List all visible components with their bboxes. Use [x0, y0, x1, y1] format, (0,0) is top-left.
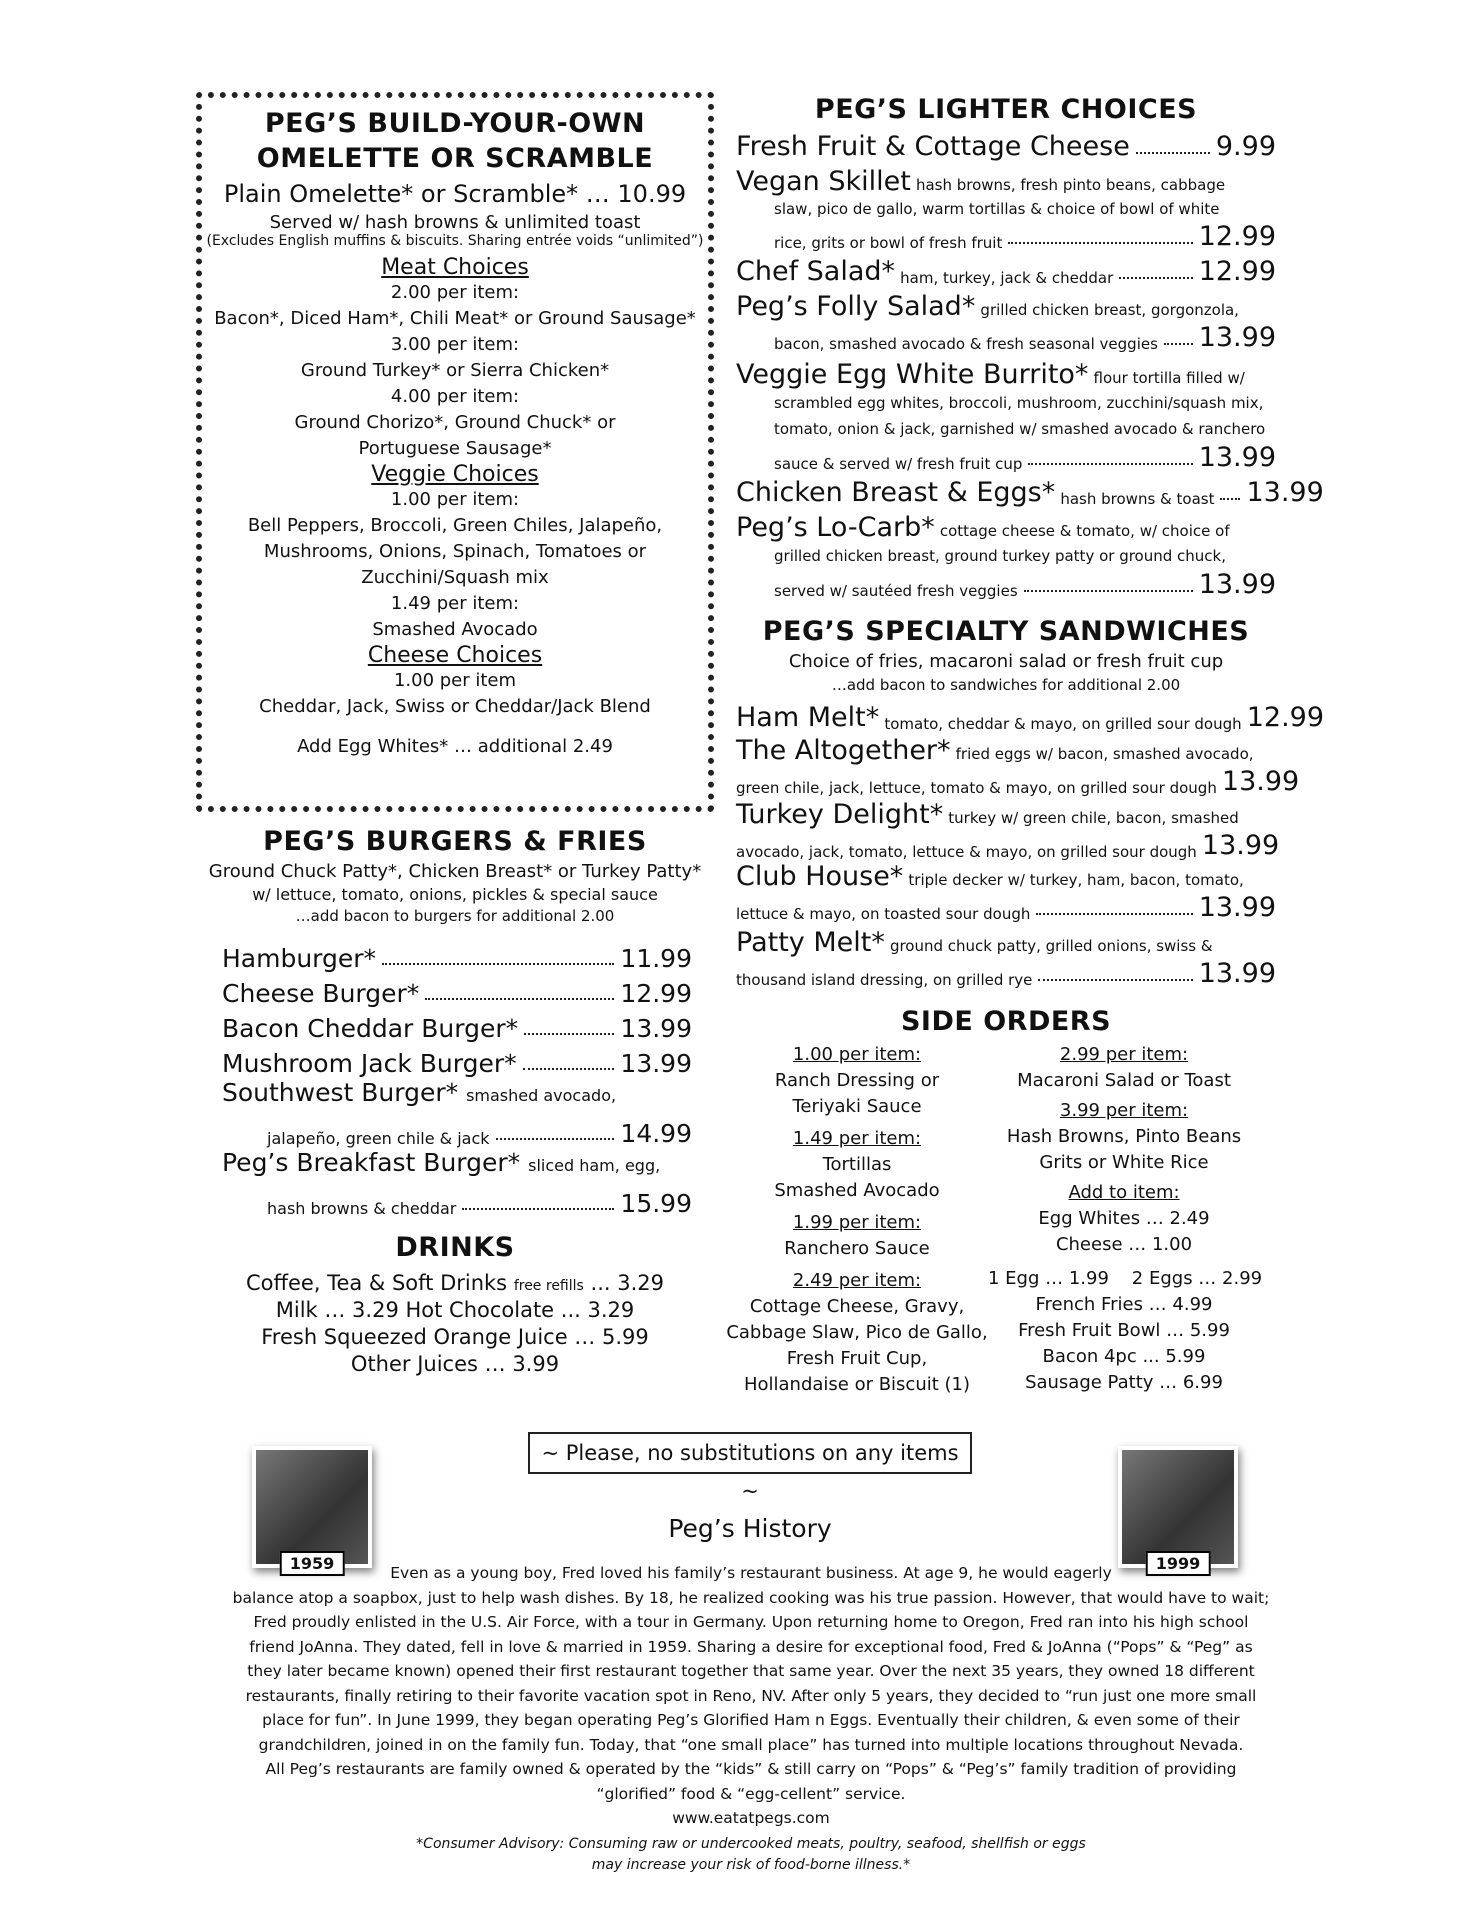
- cheese-line: Cheddar, Jack, Swiss or Cheddar/Jack Blend: [259, 696, 651, 717]
- burger-price: 15.99: [620, 1189, 692, 1218]
- item-price: 9.99: [1215, 131, 1276, 162]
- drink-price: ... 3.29: [590, 1271, 664, 1295]
- lighter-item: [736, 359, 1276, 390]
- side-item: Tortillas: [822, 1154, 892, 1175]
- lighter-item: [736, 166, 1276, 197]
- item-name: Ham Melt*: [736, 702, 880, 733]
- item-desc: triple decker w/ turkey, ham, bacon, tomato,: [908, 871, 1244, 889]
- item-desc: hash browns & toast: [1060, 490, 1215, 508]
- sides-price-head: 1.49 per item:: [792, 1128, 922, 1149]
- item-price: 13.99: [1198, 569, 1276, 600]
- sandwich-item: [736, 861, 1276, 892]
- item-name: Fresh Fruit & Cottage Cheese: [736, 131, 1130, 162]
- sandwiches-bacon-note: …add bacon to sandwiches for additional 2.00: [831, 676, 1181, 694]
- drink-note: free refills: [513, 1278, 584, 1294]
- item-price: 12.99: [1198, 256, 1276, 287]
- item-desc: slaw, pico de gallo, warm tortillas & choice of bowl of white: [774, 200, 1220, 218]
- item-name: Chicken Breast & Eggs*: [736, 477, 1056, 508]
- omelette-title-line1: PEG’S BUILD-YOUR-OWN: [264, 108, 646, 139]
- burger-desc: jalapeño, green chile & jack: [267, 1129, 490, 1148]
- sandwiches-title: PEG’S SPECIALTY SANDWICHES: [762, 616, 1250, 647]
- item-price: 13.99: [1198, 958, 1276, 989]
- lighter-item: [736, 131, 1276, 162]
- item-price: 12.99: [1246, 702, 1325, 733]
- item-name: Club House*: [736, 861, 904, 892]
- sandwich-item-cont: [736, 958, 1276, 989]
- drinks-section: [196, 1232, 714, 1376]
- item-name: Veggie Egg White Burrito*: [736, 359, 1089, 390]
- omelette-served: Served w/ hash browns & unlimited toast: [269, 212, 641, 233]
- item-price: 13.99: [1221, 766, 1300, 797]
- lighter-item-cont: [736, 322, 1276, 353]
- burger-price: 14.99: [620, 1119, 692, 1148]
- sides-price-head: 2.99 per item:: [1059, 1044, 1189, 1065]
- meat-line: Bacon*, Diced Ham*, Chili Meat* or Ground Sausage*: [214, 308, 696, 329]
- lighter-item: [736, 256, 1276, 287]
- photo-year-label: 1999: [1146, 1551, 1211, 1576]
- history-line: Fred proudly enlisted in the U.S. Air Force, with a tour in Germany. Upon returning home to Oregon, Fred ran into his high school: [253, 1613, 1249, 1631]
- item-desc: served w/ sautéed fresh veggies: [774, 582, 1018, 600]
- side-item: Smashed Avocado: [774, 1180, 940, 1201]
- side-item: Cottage Cheese, Gravy,: [749, 1296, 965, 1317]
- sandwiches-subtitle: Choice of fries, macaroni salad or fresh fruit cup: [788, 651, 1224, 672]
- sandwich-item: [736, 735, 1276, 766]
- burger-name: Southwest Burger*: [222, 1078, 459, 1107]
- burger-item: [222, 1148, 692, 1183]
- item-desc: turkey w/ green chile, bacon, smashed: [948, 809, 1239, 827]
- drink-name: Coffee, Tea & Soft Drinks: [246, 1271, 508, 1295]
- meat-line: Portuguese Sausage*: [358, 438, 552, 459]
- drinks-line: [196, 1271, 714, 1295]
- history-line: grandchildren, joined in on the family fun. Today, that “one small place” has turned into multiple locations throughout Nevada.: [258, 1735, 1244, 1754]
- side-item: Grits or White Rice: [1039, 1152, 1209, 1173]
- veggie-line: 1.00 per item:: [390, 489, 520, 510]
- burgers-bacon-note: …add bacon to burgers for additional 2.00: [295, 907, 615, 925]
- item-desc: scrambled egg whites, broccoli, mushroom, zucchini/squash mix,: [774, 394, 1264, 412]
- item-price: 13.99: [1198, 892, 1276, 923]
- omelette-section: [196, 108, 714, 757]
- omelette-title-line2: OMELETTE OR SCRAMBLE: [256, 143, 654, 174]
- item-name: The Altogether*: [736, 735, 951, 766]
- burger-item-cont: [222, 1113, 692, 1148]
- meat-line: 4.00 per item:: [390, 386, 520, 407]
- burger-price: 13.99: [620, 1049, 692, 1078]
- burger-name: Mushroom Jack Burger*: [222, 1049, 517, 1078]
- lighter-item: [736, 477, 1324, 508]
- drinks-line: Fresh Squeezed Orange Juice … 5.99: [261, 1325, 649, 1349]
- history-text: [196, 1561, 1306, 1831]
- sides-left-column: [726, 1042, 988, 1398]
- item-name: Vegan Skillet: [736, 166, 911, 197]
- history-line: restaurants, finally retiring to their favorite vacation spot in Reno, NV. After only 5 years, they decided to “run just one more small: [245, 1686, 1257, 1705]
- item-desc: thousand island dressing, on grilled rye: [736, 971, 1033, 989]
- lighter-item: [736, 512, 1276, 543]
- side-item: Egg Whites … 2.49: [1038, 1208, 1210, 1229]
- cheese-choices-heading: Cheese Choices: [367, 643, 543, 668]
- lighter-item-cont: [736, 442, 1276, 473]
- lighter-item-cont: [736, 221, 1276, 252]
- item-name: Peg’s Lo-Carb*: [736, 512, 935, 543]
- burger-name: Cheese Burger*: [222, 979, 420, 1008]
- website-url: www.eatatpegs.com: [672, 1809, 830, 1827]
- sides-title: SIDE ORDERS: [900, 1006, 1112, 1037]
- lighter-item-cont: [736, 569, 1276, 600]
- sides-price-head: 2.49 per item:: [792, 1270, 922, 1291]
- veggie-line: Smashed Avocado: [372, 619, 538, 640]
- item-desc: ground chuck patty, grilled onions, swiss &: [889, 937, 1213, 955]
- side-item: Cheese … 1.00: [1055, 1234, 1193, 1255]
- history-line: balance atop a soapbox, just to help wash dishes. By 18, he realized cooking was his true passion. However, that would have to wait;: [232, 1588, 1270, 1607]
- drinks-line: Milk … 3.29 Hot Chocolate ... 3.29: [275, 1298, 635, 1322]
- item-desc: sauce & served w/ fresh fruit cup: [774, 455, 1023, 473]
- photo-1959: [252, 1446, 372, 1573]
- burger-price: 13.99: [620, 1014, 692, 1043]
- sandwich-item: [736, 927, 1276, 958]
- item-name: Chef Salad*: [736, 256, 896, 287]
- item-name: Peg’s Folly Salad*: [736, 291, 976, 322]
- item-desc: ham, turkey, jack & cheddar: [900, 269, 1114, 287]
- sandwich-item: [736, 799, 1276, 830]
- burger-desc: smashed avocado,: [466, 1086, 617, 1105]
- burger-desc: sliced ham, egg,: [528, 1156, 661, 1175]
- burger-item-cont: [222, 1183, 692, 1218]
- sides-price-head: 3.99 per item:: [1059, 1100, 1189, 1121]
- cheese-line: 1.00 per item: [393, 670, 517, 691]
- side-item: Hollandaise or Biscuit (1): [743, 1374, 971, 1395]
- side-item: French Fries … 4.99: [1035, 1294, 1213, 1315]
- item-name: Turkey Delight*: [736, 799, 944, 830]
- photo-year-label: 1959: [280, 1551, 345, 1576]
- burger-item: [222, 1043, 692, 1078]
- item-price: 13.99: [1198, 442, 1276, 473]
- meat-line: Ground Chorizo*, Ground Chuck* or: [294, 412, 616, 433]
- side-item: Hash Browns, Pinto Beans: [1006, 1126, 1242, 1147]
- burgers-desc: w/ lettuce, tomato, onions, pickles & special sauce: [252, 885, 658, 904]
- omelette-main-price: Plain Omelette* or Scramble* … 10.99: [223, 180, 687, 208]
- sides-price-head: Add to item:: [1068, 1182, 1180, 1203]
- meat-line: Ground Turkey* or Sierra Chicken*: [300, 360, 610, 381]
- sandwich-item-cont: [736, 892, 1276, 923]
- advisory-line: may increase your risk of food-borne illness.*: [591, 1857, 911, 1873]
- burger-price: 12.99: [620, 979, 692, 1008]
- history-title: Peg’s History: [668, 1514, 832, 1543]
- veggie-line: Bell Peppers, Broccoli, Green Chiles, Jalapeño,: [247, 515, 663, 536]
- history-line: Even as a young boy, Fred loved his family’s restaurant business. At age 9, he would eagerly: [390, 1564, 1112, 1582]
- item-price: 12.99: [1198, 221, 1276, 252]
- item-desc: bacon, smashed avocado & fresh seasonal veggies: [774, 335, 1158, 353]
- lighter-section: [736, 94, 1324, 600]
- burger-name: Bacon Cheddar Burger*: [222, 1014, 519, 1043]
- item-desc: lettuce & mayo, on toasted sour dough: [736, 905, 1031, 923]
- veggie-line: 1.49 per item:: [390, 593, 520, 614]
- meat-line: 2.00 per item:: [390, 282, 520, 303]
- history-line: place for fun”. In June 1999, they began operating Peg’s Glorified Ham n Eggs. Eventually their children, & even some of their: [262, 1711, 1240, 1729]
- item-desc: tomato, cheddar & mayo, on grilled sour dough: [884, 715, 1242, 733]
- history-line: All Peg’s restaurants are family owned & operated by the “kids” & still carry on “Pops” & “Peg’s” family tradition of providing: [265, 1760, 1237, 1778]
- veggie-line: Zucchini/Squash mix: [361, 567, 549, 588]
- lighter-title: PEG’S LIGHTER CHOICES: [814, 94, 1198, 125]
- drinks-title: DRINKS: [395, 1232, 515, 1263]
- item-desc: rice, grits or bowl of fresh fruit: [774, 234, 1003, 252]
- burgers-desc: Ground Chuck Patty*, Chicken Breast* or Turkey Patty*: [208, 861, 702, 882]
- no-substitutions-notice: ~ Please, no substitutions on any items ~: [528, 1432, 972, 1474]
- burgers-section: [196, 826, 714, 925]
- history-line: “glorified” food & “egg-cellent” service.: [596, 1784, 906, 1803]
- item-desc: grilled chicken breast, gorgonzola,: [980, 301, 1239, 319]
- side-item: Teriyaki Sauce: [792, 1096, 922, 1117]
- consumer-advisory: [196, 1834, 1306, 1876]
- side-item: Sausage Patty … 6.99: [1025, 1372, 1223, 1393]
- burger-list: [222, 938, 692, 1218]
- side-item: Fresh Fruit Bowl … 5.99: [1018, 1320, 1230, 1341]
- sandwich-item-cont: [736, 830, 1280, 861]
- advisory-line: *Consumer Advisory: Consuming raw or undercooked meats, poultry, seafood, shellfish or eggs: [416, 1836, 1086, 1852]
- burger-name: Hamburger*: [222, 944, 377, 973]
- item-desc: fried eggs w/ bacon, smashed avocado,: [955, 745, 1254, 763]
- item-desc: cottage cheese & tomato, w/ choice of: [939, 522, 1230, 540]
- item-price: 13.99: [1198, 322, 1276, 353]
- burgers-title: PEG’S BURGERS & FRIES: [263, 826, 647, 857]
- veggie-line: Mushrooms, Onions, Spinach, Tomatoes or: [263, 541, 647, 562]
- item-desc: green chile, jack, lettuce, tomato & mayo, on grilled sour dough: [736, 779, 1217, 797]
- sides-right-column: [988, 1042, 1263, 1396]
- sides-price-head: 1.99 per item:: [792, 1212, 922, 1233]
- side-item: Fresh Fruit Cup,: [786, 1348, 928, 1369]
- sandwich-item-cont: [736, 766, 1300, 797]
- item-desc: avocado, jack, tomato, lettuce & mayo, on grilled sour dough: [736, 843, 1197, 861]
- history-line: they later became known) opened their first restaurant together that same year. Over the next 35 years, they owned 18 different: [247, 1662, 1255, 1680]
- burger-item: [222, 973, 692, 1008]
- side-item: Ranch Dressing or: [774, 1070, 940, 1091]
- history-line: friend JoAnna. They dated, fell in love & married in 1959. Sharing a desire for exceptional food, Fred & JoAnna (“Pops” & “Peg” as: [249, 1637, 1253, 1656]
- burger-item: [222, 1078, 692, 1113]
- item-desc: grilled chicken breast, ground turkey patty or ground chuck,: [774, 547, 1226, 565]
- drinks-line: Other Juices … 3.99: [350, 1352, 560, 1376]
- egg-whites-addon: Add Egg Whites* … additional 2.49: [297, 736, 613, 757]
- side-item: 1 Egg … 1.99 2 Eggs … 2.99: [988, 1268, 1263, 1289]
- burger-price: 11.99: [620, 944, 692, 973]
- item-price: 13.99: [1246, 477, 1324, 508]
- side-item: Ranchero Sauce: [784, 1238, 930, 1259]
- item-desc: hash browns, fresh pinto beans, cabbage: [915, 176, 1226, 194]
- side-item: Cabbage Slaw, Pico de Gallo,: [726, 1322, 988, 1343]
- burger-desc: hash browns & cheddar: [267, 1199, 457, 1218]
- item-price: 13.99: [1201, 830, 1280, 861]
- item-desc: flour tortilla filled w/: [1093, 369, 1245, 387]
- lighter-item: [736, 291, 1276, 322]
- sandwich-item: [736, 702, 1325, 733]
- side-item: Bacon 4pc ... 5.99: [1042, 1346, 1206, 1367]
- burger-item: [222, 938, 692, 973]
- veggie-choices-heading: Veggie Choices: [371, 462, 539, 487]
- photo-1999: [1118, 1446, 1238, 1573]
- meat-line: 3.00 per item:: [390, 334, 520, 355]
- item-desc: tomato, onion & jack, garnished w/ smashed avocado & ranchero: [774, 420, 1266, 438]
- burger-name: Peg’s Breakfast Burger*: [222, 1148, 521, 1177]
- item-name: Patty Melt*: [736, 927, 885, 958]
- meat-choices-heading: Meat Choices: [381, 255, 529, 280]
- sandwiches-section: [736, 616, 1325, 989]
- burger-item: [222, 1008, 692, 1043]
- omelette-excludes: (Excludes English muffins & biscuits. Sharing entrée voids “unlimited”): [206, 233, 704, 249]
- side-item: Macaroni Salad or Toast: [1017, 1070, 1231, 1091]
- sides-price-head: 1.00 per item:: [792, 1044, 922, 1065]
